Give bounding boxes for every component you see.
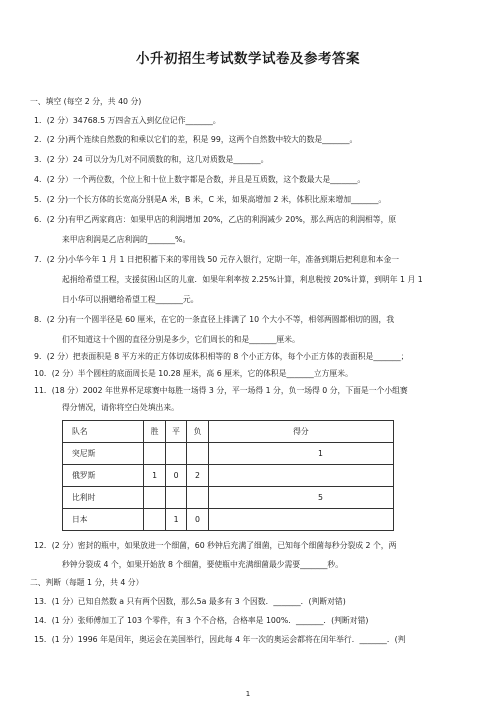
table-cell	[144, 509, 165, 531]
table-header-cell: 平	[165, 421, 186, 443]
question-13: 13．(1 分）已知自然数 a 只有两个因数，那么5a 最多有 3 个因数．_______．(判断对错)	[34, 597, 346, 606]
table-cell: 1	[208, 443, 393, 465]
table-cell	[208, 465, 393, 487]
table-header-cell: 得分	[208, 421, 393, 443]
question-2: 2．(2 分)两个连续自然数的和乘以它们的差，积是 99，这两个自然数中较大的数是_______。	[34, 135, 358, 144]
question-11-cont: 得分情况，请你将空白处填出来。	[62, 403, 179, 412]
table-header-cell: 队名	[63, 421, 144, 443]
question-14: 14．(1 分）张师傅加工了 103 个零件，有 3 个不合格，合格率是 100%．_______．(判断对错)	[34, 616, 369, 625]
score-table	[62, 420, 394, 531]
table-cell: 日本	[63, 509, 144, 531]
table-cell	[144, 443, 165, 465]
table-cell	[144, 487, 165, 509]
table-cell	[187, 443, 208, 465]
question-10: 10．(2 分）半个圆柱的底面周长是 10.28 厘米，高 6 厘米，它的体积是_______立方厘米。	[34, 369, 353, 378]
question-5: 5．(2 分)一个长方体的长宽高分别是A 米，B 米，C 米，如果高增加 2 米，体积比原来增加_______。	[34, 195, 387, 204]
table-header-cell: 负	[187, 421, 208, 443]
question-7-cont-1: 起捐给希望工程，支援贫困山区的儿童．如果年利率按 2.25%计算，利息税按 20%计算，到明年 1 月 1	[62, 275, 423, 284]
question-8: 8．(2 分)有一个圆半径是 60 厘米，在它的一条直径上排满了 10 个大小不等，相邻两圆都相切的圆，我	[34, 315, 395, 324]
page-number: 1	[245, 690, 251, 698]
question-8-cont: 们不知道这十个圆的直径分别是多少，它们周长的和是_______厘米。	[62, 335, 300, 344]
table-cell: 1	[144, 465, 165, 487]
table-cell	[165, 443, 186, 465]
question-15: 15．(1 分）1996 年是闰年，奥运会在美国举行，因此每 4 年一次的奥运会都将在闰年举行．_______．(判	[34, 635, 406, 644]
question-1: 1．(2 分）34768.5 万四舍五入到亿位记作_______。	[34, 116, 221, 125]
table-cell: 0	[165, 465, 186, 487]
question-3: 3．(2 分）24 可以分为几对不同质数的和，这几对质数是_______。	[34, 155, 269, 164]
section-fill-heading: 一、填空 (每空 2 分，共 40 分)	[30, 97, 142, 106]
question-7: 7．(2 分)小华今年 1 月 1 日把积蓄下来的零用钱 50 元存入银行，定期一年，准备到期后把利息和本金一	[34, 255, 400, 264]
question-7-cont-2: 日小华可以捐赠给希望工程_______元。	[62, 295, 199, 304]
table-cell	[208, 509, 393, 531]
table-row	[63, 487, 394, 509]
table-header-row	[63, 421, 394, 443]
table-cell: 俄罗斯	[63, 465, 144, 487]
table-cell	[187, 487, 208, 509]
question-11: 11．(18 分）2002 年世界杯足球赛中每胜一场得 3 分，平一场得 1 分，负一场得 0 分，下面是一个小组赛	[34, 386, 408, 395]
question-4: 4．(2 分）一个两位数，个位上和十位上数字都是合数，并且是互质数，这个数最大是_______。	[34, 175, 366, 184]
table-cell	[165, 487, 186, 509]
table-cell: 2	[187, 465, 208, 487]
question-12: 12．(2 分）密封的瓶中，如果放进一个细菌，60 秒钟后充满了细菌，已知每个细菌每秒分裂成 2 个，两	[34, 541, 397, 550]
question-6: 6．(2 分)有甲乙两家商店：如果甲店的利润增加 20%，乙店的利润减少 20%，那么两店的利润相等，原	[34, 215, 397, 224]
table-row	[63, 443, 394, 465]
table-header-cell: 胜	[144, 421, 165, 443]
question-6-cont: 来甲店利润是乙店利润的_______%。	[62, 235, 191, 244]
table-cell: 突尼斯	[63, 443, 144, 465]
section-judge-heading: 二、判断（每题 1 分，共 4 分）	[30, 578, 144, 587]
question-9: 9．(2 分）把表面积是 8 平方米的正方体切成体积相等的 8 个小正方体，每个小正方体的表面积是_______；	[34, 352, 409, 361]
table-cell: 0	[187, 509, 208, 531]
table-row	[63, 509, 394, 531]
table-cell: 1	[165, 509, 186, 531]
question-12-cont: 秒钟分裂成 4 个，如果开始放 8 个细菌，要使瓶中充满细菌最少需要_______秒。	[62, 560, 344, 569]
table-cell: 比利时	[63, 487, 144, 509]
page-title: 小升初招生考试数学试卷及参考答案	[136, 51, 360, 67]
table-row	[63, 465, 394, 487]
table-cell: 5	[208, 487, 393, 509]
